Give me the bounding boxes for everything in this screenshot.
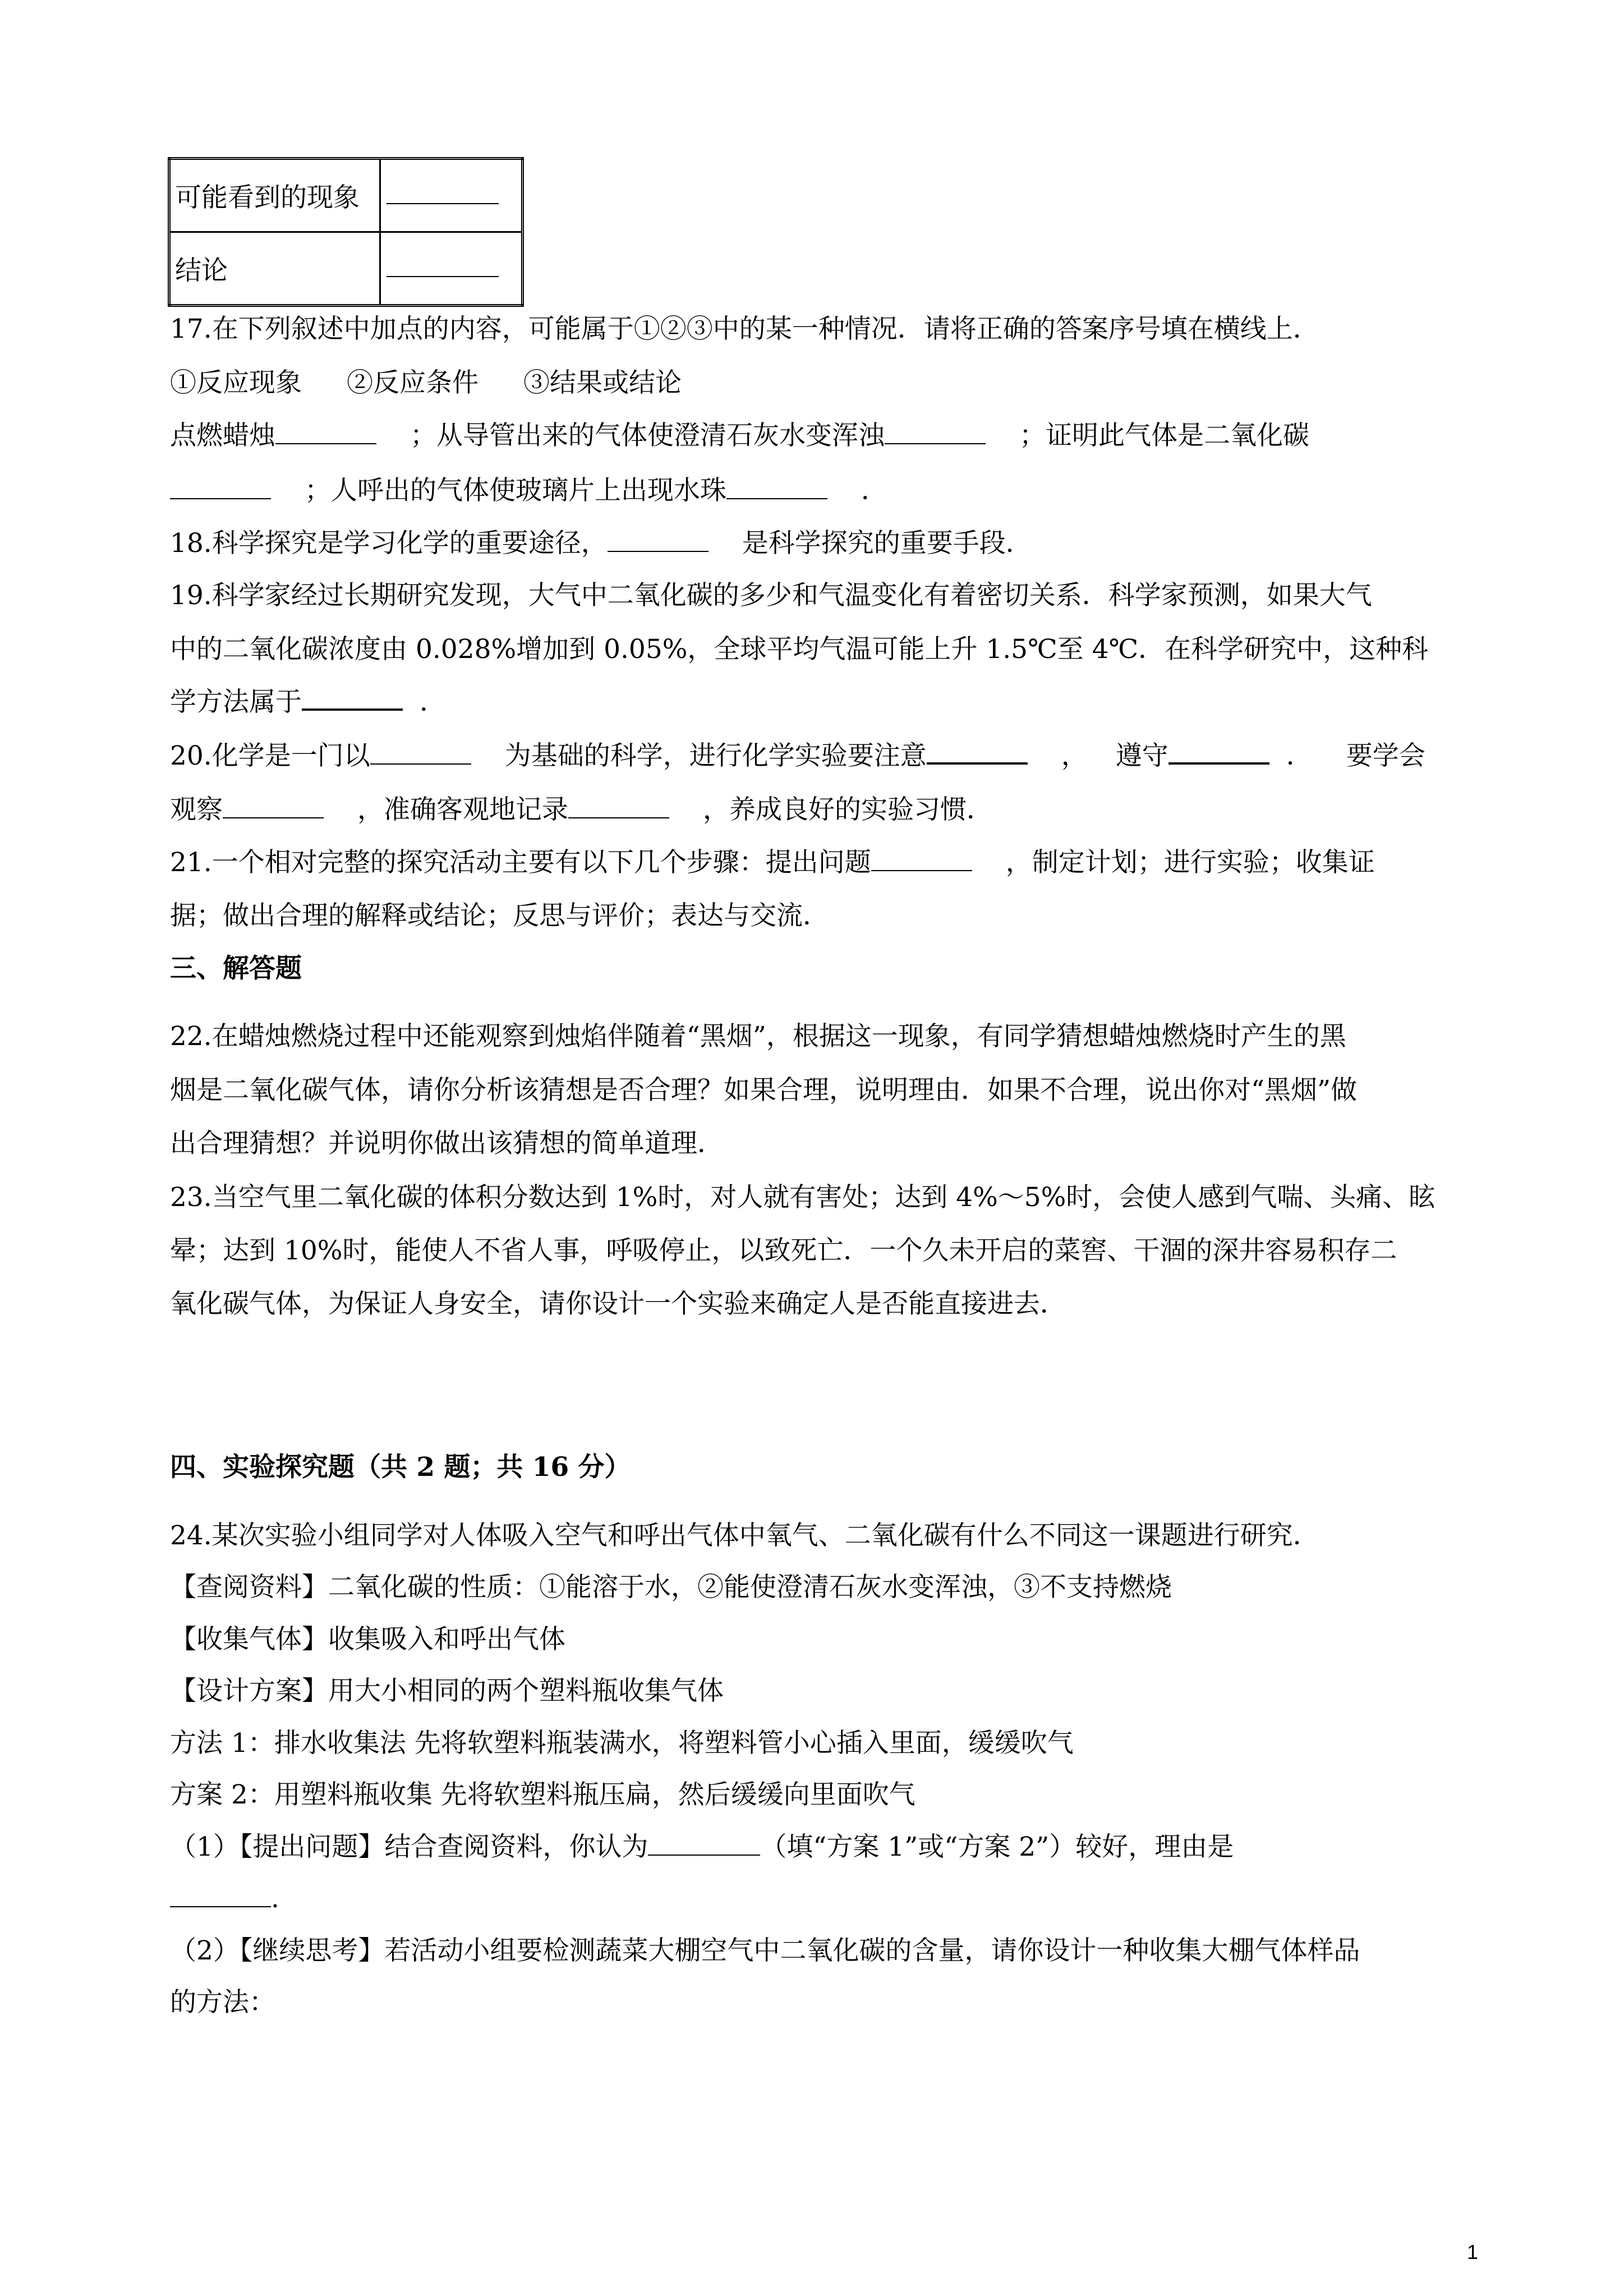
- q23-line1: 23.当空气里二氧化碳的体积分数达到 1%时，对人就有害处；达到 4%～5%时，会使人感到气喘、头痛、眩: [170, 1182, 1436, 1213]
- q24-line7: （1）【提出问题】结合查阅资料，你认为 （填“方案 1”或“方案 2”）较好，理由是: [170, 1832, 1234, 1862]
- answer-blank: [885, 443, 986, 444]
- answer-blank: [927, 762, 1028, 765]
- answer-blank: [170, 1906, 271, 1907]
- answer-blank: [871, 870, 972, 871]
- answer-blank: [1168, 762, 1269, 765]
- q24-line4: 【设计方案】用大小相同的两个塑料瓶收集气体: [170, 1676, 724, 1706]
- q22-line2: 烟是二氧化碳气体，请你分析该猜想是否合理？如果合理，说明理由．如果不合理，说出你对“黑烟”做: [170, 1075, 1358, 1106]
- q17-line4: ；人呼出的气体使玻璃片上出现水珠 ．: [170, 474, 887, 508]
- q22-line1: 22.在蜡烛燃烧过程中还能观察到烛焰伴随着“黑烟”，根据这一现象，有同学猜想蜡烛燃烧时产生的黑: [170, 1021, 1346, 1052]
- table-cell-label: 可能看到的现象: [169, 159, 380, 232]
- q18-line: 18.科学探究是学习化学的重要途径， 是科学探究的重要手段．: [170, 528, 1032, 559]
- answer-blank: [387, 276, 499, 277]
- section-heading: 四、实验探究题（共 2 题；共 16 分）: [170, 1452, 631, 1483]
- q19-line2: 中的二氧化碳浓度由 0.028%增加到 0.05%，全球平均气温可能上升 1.5℃至 4℃．在科学研究中，这种科: [170, 634, 1429, 665]
- q24-line8: .: [170, 1882, 279, 1916]
- q19-line3: 学方法属于 ．: [170, 687, 446, 717]
- q21-line1: 21.一个相对完整的探究活动主要有以下几个步骤：提出问题 ，制定计划；进行实验；收集证: [170, 847, 1375, 878]
- page-number: 1: [1467, 2240, 1479, 2263]
- q19-line1: 19.科学家经过长期研究发现，大气中二氧化碳的多少和气温变化有着密切关系．科学家预测，如果大气: [170, 580, 1372, 611]
- table-row: [169, 232, 523, 306]
- q24-line6: 方案 2：用塑料瓶收集 先将软塑料瓶压扁，然后缓缓向里面吹气: [170, 1779, 915, 1810]
- table-cell-label: 结论: [169, 232, 380, 306]
- option-3: ③结果或结论: [523, 367, 682, 398]
- option-2: ②反应条件: [347, 367, 479, 398]
- q20-line1: 20.化学是一门以 为基础的科学，进行化学实验要注意 ， 遵守 ． 要学会: [170, 740, 1425, 771]
- table-cell-answer: [380, 232, 523, 306]
- q24-line10: 的方法：: [170, 1987, 275, 2018]
- answer-blank: [170, 498, 271, 499]
- q20-line2: 观察 ，准确客观地记录 ，养成良好的实验习惯．: [170, 794, 993, 825]
- q23-line3: 氧化碳气体，为保证人身安全，请你设计一个实验来确定人是否能直接进去．: [170, 1289, 1066, 1319]
- answer-blank: [608, 551, 709, 552]
- q21-line2: 据；做出合理的解释或结论；反思与评价；表达与交流．: [170, 900, 829, 931]
- q17-line1: 17.在下列叙述中加点的内容，可能属于①②③中的某一种情况．请将正确的答案序号填在横线上．: [170, 314, 1319, 344]
- answer-blank: [275, 443, 376, 444]
- q24-line5: 方法 1：排水收集法 先将软塑料瓶装满水，将塑料管小心插入里面，缓缓吹气: [170, 1728, 1074, 1759]
- q23-line2: 晕；达到 10%时，能使人不省人事，呼吸停止，以致死亡．一个久未开启的菜窖、干涸的深井容易积存二: [170, 1235, 1397, 1266]
- answer-blank: [726, 498, 827, 499]
- q24-line2: 【查阅资料】二氧化碳的性质：①能溶于水，②能使澄清石灰水变浑浊，③不支持燃烧: [170, 1572, 1172, 1603]
- answer-blank: [568, 817, 669, 818]
- q17-line3: 点燃蜡烛 ；从导管出来的气体使澄清石灰水变浑浊 ；证明此气体是二氧化碳: [170, 420, 1309, 451]
- section-heading: 三、解答题: [170, 953, 302, 984]
- q17-options: [170, 366, 682, 400]
- answer-blank: [223, 817, 324, 818]
- table-row: [169, 159, 523, 232]
- q24-line3: 【收集气体】收集吸入和呼出气体: [170, 1624, 565, 1655]
- answer-blank: [370, 763, 471, 765]
- q24-line9: （2）【继续思考】若活动小组要检测蔬菜大棚空气中二氧化碳的含量，请你设计一种收集大棚气体样品: [170, 1935, 1360, 1966]
- answer-blank: [648, 1855, 760, 1856]
- observation-table: [168, 157, 524, 307]
- answer-blank: [302, 708, 403, 711]
- answer-blank: [387, 203, 499, 204]
- table-cell-answer: [380, 159, 523, 232]
- option-1: ①反应现象: [170, 367, 302, 398]
- q22-line3: 出合理猜想？并说明你做出该猜想的简单道理．: [170, 1128, 724, 1159]
- q24-line1: 24.某次实验小组同学对人体吸入空气和呼出气体中氧气、二氧化碳有什么不同这一课题进行研究．: [170, 1520, 1319, 1551]
